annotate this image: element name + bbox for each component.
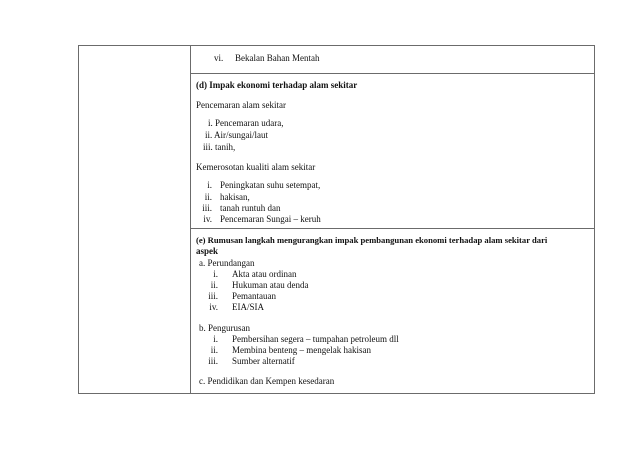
list-numeral: i.: [213, 334, 218, 344]
list-item-text: tanah runtuh dan: [220, 203, 281, 213]
list-item-text: Bekalan Bahan Mentah: [235, 53, 320, 63]
list-item-text: Akta atau ordinan: [232, 269, 297, 279]
section-d-heading: (d) Impak ekonomi terhadap alam sekitar: [196, 80, 358, 90]
list-item-text: Sumber alternatif: [232, 356, 295, 366]
list-item-text: Pembersihan segera – tumpahan petroleum dll: [232, 334, 399, 344]
list-item: i. Pencemaran udara,: [208, 118, 284, 128]
section-e-heading-line1: (e) Rumusan langkah mengurangkan impak pembangunan ekonomi terhadap alam sekitar dari: [196, 235, 548, 245]
list-numeral: iii.: [208, 291, 218, 301]
list-numeral: iv.: [203, 214, 212, 224]
group-b-label: b. Pengurusan: [199, 323, 250, 333]
list-item-text: Pemantauan: [232, 291, 276, 301]
group-c-label: c. Pendidikan dan Kempen kesedaran: [199, 376, 335, 386]
list-numeral: ii.: [210, 280, 218, 290]
section-e-heading-line2: aspek: [196, 246, 219, 256]
row-divider-d: [190, 73, 595, 74]
list-numeral: iv.: [209, 302, 218, 312]
list-numeral: iii.: [208, 356, 218, 366]
list-item-text: Hukuman atau denda: [232, 280, 309, 290]
list-item-text: hakisan,: [220, 192, 250, 202]
list-item: ii. Air/sungai/laut: [205, 130, 268, 140]
table-bottom-border: [78, 393, 595, 394]
table-top-border: [78, 45, 595, 46]
table-right-border: [594, 45, 595, 394]
list-numeral: vi.: [214, 53, 224, 63]
section-d-subheading-degradation: Kemerosotan kualiti alam sekitar: [196, 162, 316, 172]
section-d-subheading-pollution: Pencemaran alam sekitar: [196, 100, 286, 110]
list-item: iii. tanih,: [203, 142, 236, 152]
list-item-text: Peningkatan suhu setempat,: [220, 180, 321, 190]
group-a-label: a. Perundangan: [199, 258, 255, 268]
list-numeral: i.: [207, 180, 212, 190]
column-divider: [190, 45, 191, 394]
list-numeral: i.: [213, 269, 218, 279]
row-divider-e: [190, 228, 595, 229]
list-item-text: EIA/SIA: [232, 302, 264, 312]
table-left-border: [78, 45, 79, 394]
list-numeral: ii.: [210, 345, 218, 355]
list-numeral: iii.: [202, 203, 212, 213]
list-item-text: Pencemaran Sungai – keruh: [220, 214, 321, 224]
list-numeral: ii.: [204, 192, 212, 202]
list-item-text: Membina benteng – mengelak hakisan: [232, 345, 371, 355]
